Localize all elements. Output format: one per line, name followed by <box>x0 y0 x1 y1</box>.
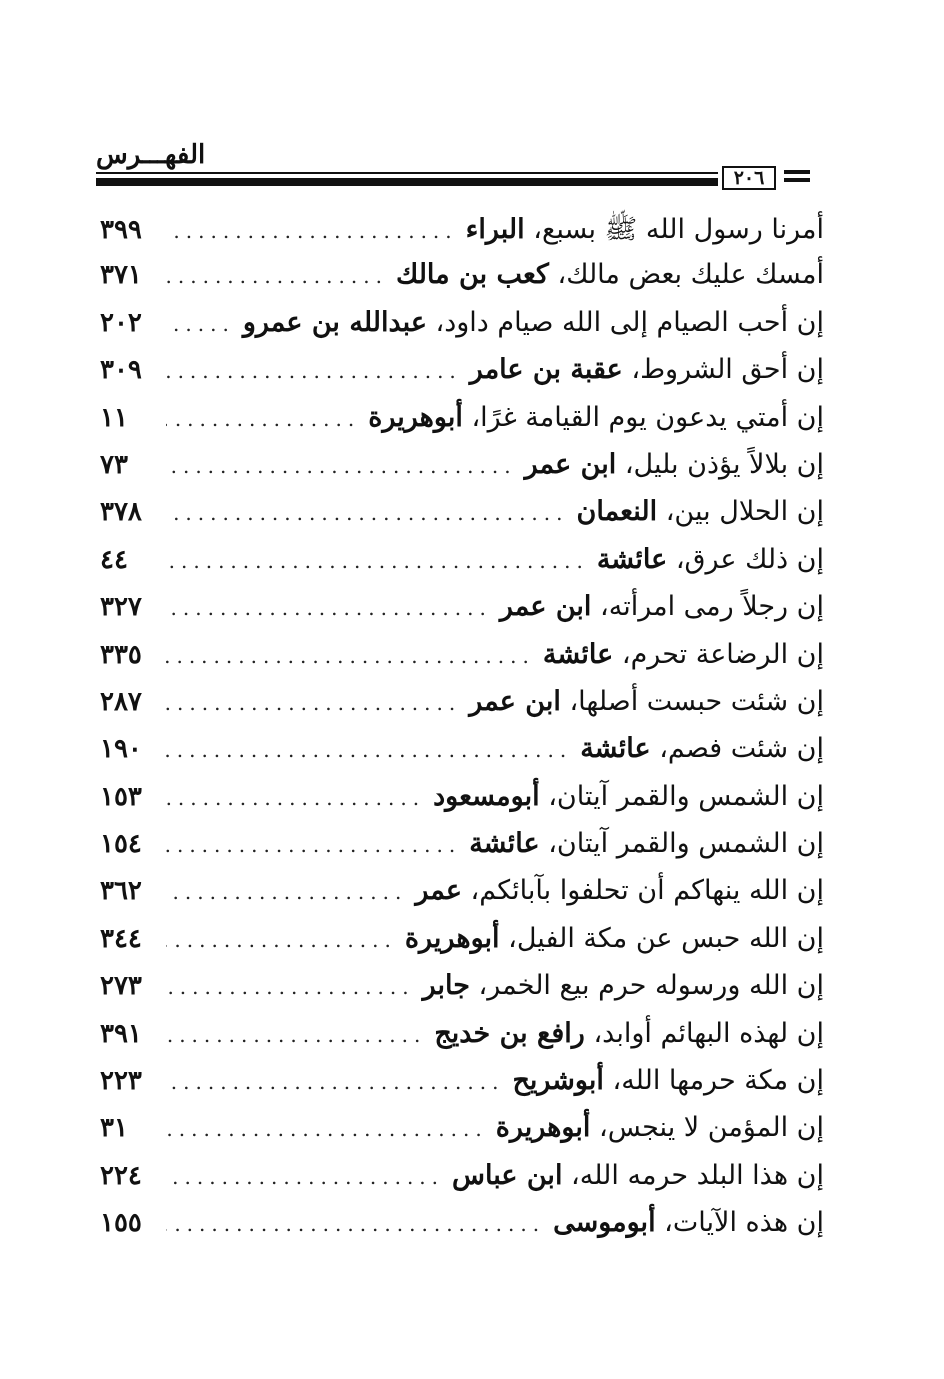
page-reference: ٢٧٣ <box>100 971 142 1002</box>
dot-leader <box>166 407 360 431</box>
hadith-text <box>466 212 824 252</box>
index-entry <box>100 259 824 306</box>
hadith-opening: إن الشمس والقمر آيتان، <box>548 828 824 860</box>
index-entry <box>100 212 824 259</box>
narrator-name: أبومسعود <box>433 780 540 812</box>
page-reference: ٧٣ <box>100 449 128 480</box>
dot-leader <box>166 312 235 336</box>
hadith-text <box>470 354 824 385</box>
page-reference: ٣١ <box>100 1113 128 1144</box>
narrator-name: أبوهريرة <box>368 401 463 433</box>
hadith-opening: إن لهذه البهائم أوابد، <box>593 1017 824 1049</box>
hadith-text <box>543 639 824 670</box>
page-reference: ١٥٤ <box>100 829 142 860</box>
dot-leader <box>166 928 397 952</box>
dot-leader <box>166 833 461 857</box>
running-header <box>96 140 812 192</box>
narrator-name: ابن عباس <box>452 1159 563 1191</box>
narrator-name: أبوهريرة <box>404 922 500 954</box>
hadith-opening: إن شئت فصم، <box>659 733 824 765</box>
dot-leader <box>166 359 462 383</box>
hadith-text <box>469 686 824 717</box>
narrator-name: ابن عمر <box>524 448 617 480</box>
hadith-text <box>415 875 824 906</box>
index-entry <box>100 496 824 543</box>
page-reference: ٢٠٢ <box>100 307 142 338</box>
index-entry <box>100 686 824 733</box>
narrator-name: أبوموسى <box>553 1207 656 1239</box>
hadith-text <box>512 1065 824 1096</box>
narrator-name: كعب بن مالك <box>395 259 549 291</box>
hadith-opening: إن هذه الآيات، <box>664 1207 824 1239</box>
index-entry <box>100 307 824 354</box>
dot-leader <box>166 786 425 810</box>
narrator-name: أبوشريح <box>512 1065 604 1097</box>
hadith-text <box>577 496 824 527</box>
page-reference: ٣٤٤ <box>100 923 142 954</box>
dot-leader <box>166 1165 444 1189</box>
dot-leader <box>166 644 535 668</box>
hadith-text <box>405 923 824 954</box>
dot-leader <box>166 1212 545 1236</box>
dot-leader <box>166 1023 426 1047</box>
index-entry <box>100 402 824 449</box>
hadith-text <box>496 1112 824 1143</box>
narrator-name: عائشة <box>469 828 540 860</box>
index-entry <box>100 1065 824 1112</box>
dot-leader <box>166 549 589 573</box>
page-reference: ٣٦٢ <box>100 876 142 907</box>
page-reference: ١١ <box>100 402 128 433</box>
index-entry <box>100 449 824 496</box>
index-entry <box>100 923 824 970</box>
page-reference: ١٥٥ <box>100 1208 142 1239</box>
header-rule-thin <box>96 172 718 174</box>
hadith-text <box>580 733 824 764</box>
index-entry <box>100 354 824 401</box>
hadith-opening: إن الحلال بين، <box>665 496 824 528</box>
narrator-name: عقبة بن عامر <box>469 354 623 386</box>
page-reference: ٣٢٧ <box>100 592 142 623</box>
narrator-name: عائشة <box>580 733 651 765</box>
hadith-text <box>433 781 824 812</box>
index-entry <box>100 591 824 638</box>
hadith-text <box>597 544 824 575</box>
dot-leader <box>166 1070 504 1094</box>
index-entry <box>100 544 824 591</box>
hadith-text <box>434 1018 824 1049</box>
dot-leader <box>166 454 517 478</box>
hadith-opening: إن ذلك عرق، <box>675 543 824 575</box>
hadith-opening: إن المؤمن لا ينجس، <box>598 1112 824 1144</box>
narrator-name: رافع بن خديج <box>434 1017 585 1049</box>
hadith-opening: إن هذا البلد حرمه الله، <box>571 1159 824 1191</box>
hadith-text <box>368 402 824 433</box>
page-reference: ٣٠٩ <box>100 355 142 386</box>
hadith-opening: أمرنا رسول الله ﷺ بسبع، <box>533 214 824 245</box>
narrator-name: عمر <box>415 875 462 907</box>
hadith-text <box>553 1207 824 1238</box>
hadith-opening: إن أحق الشروط، <box>631 354 824 386</box>
dot-leader <box>166 738 572 762</box>
dot-leader <box>166 219 458 243</box>
index-entry <box>100 1160 824 1207</box>
narrator-name: عائشة <box>596 543 668 575</box>
page-number: ٢٠٦ <box>722 166 776 190</box>
dot-leader <box>166 501 569 525</box>
page-reference: ٢٢٣ <box>100 1066 142 1097</box>
page-reference: ٢٨٧ <box>100 686 142 717</box>
hadith-text <box>396 259 824 290</box>
index-entry <box>100 970 824 1017</box>
hadith-opening: إن الله حبس عن مكة الفيل، <box>508 922 824 954</box>
page-reference: ٤٤ <box>100 544 128 575</box>
index-entry <box>100 781 824 828</box>
page-reference: ٣٧٨ <box>100 497 142 528</box>
hadith-opening: إن الله ورسوله حرم بيع الخمر، <box>478 970 824 1002</box>
hadith-opening: إن رجلاً رمى امرأته، <box>600 591 824 623</box>
index-entry <box>100 1112 824 1159</box>
hadith-text <box>452 1160 824 1191</box>
page-reference: ٢٢٤ <box>100 1160 142 1191</box>
dot-leader <box>166 264 388 288</box>
page-reference: ٣٧١ <box>100 260 142 291</box>
hadith-opening: أمسك عليك بعض مالك، <box>557 259 824 291</box>
narrator-name: ابن عمر <box>469 685 561 717</box>
dot-leader <box>166 596 492 620</box>
index-entry <box>100 828 824 875</box>
hadith-opening: إن بلالاً يؤذن بليل، <box>624 448 824 480</box>
dot-leader <box>166 975 415 999</box>
hadith-text <box>469 828 824 859</box>
header-ornament <box>784 170 810 186</box>
index-entry <box>100 639 824 686</box>
page-reference: ٣٣٥ <box>100 639 142 670</box>
hadith-text <box>243 307 824 338</box>
page-reference: ١٩٠ <box>100 734 142 765</box>
dot-leader <box>166 880 407 904</box>
hadith-text <box>423 970 824 1001</box>
hadith-opening: إن الرضاعة تحرم، <box>621 638 824 670</box>
narrator-name: عبدالله بن عمرو <box>242 306 427 338</box>
dot-leader <box>166 1117 488 1141</box>
hadith-text <box>500 591 824 622</box>
dot-leader <box>166 691 461 715</box>
index-entry <box>100 1207 824 1254</box>
narrator-name: النعمان <box>576 496 658 528</box>
hadith-opening: إن أمتي يدعون يوم القيامة غرًا، <box>471 401 824 433</box>
header-title: الفهـــرس <box>96 140 206 170</box>
narrator-name: ابن عمر <box>499 591 592 623</box>
index-entry <box>100 733 824 780</box>
index-entry <box>100 875 824 922</box>
hadith-opening: إن أحب الصيام إلى الله صيام داود، <box>435 306 824 338</box>
hadith-opening: إن شئت حبست أصلها، <box>569 685 824 717</box>
narrator-name: أبوهريرة <box>495 1112 591 1144</box>
narrator-name: البراء <box>465 214 525 245</box>
narrator-name: عائشة <box>542 638 614 670</box>
hadith-text <box>525 449 824 480</box>
hadith-opening: إن الشمس والقمر آيتان، <box>548 780 824 812</box>
page-reference: ١٥٣ <box>100 781 142 812</box>
page-reference: ٣٩٩ <box>100 215 142 245</box>
hadith-opening: إن الله ينهاكم أن تحلفوا بآبائكم، <box>470 875 824 907</box>
index-entry <box>100 1018 824 1065</box>
hadith-index-list <box>100 212 824 1255</box>
page-reference: ٣٩١ <box>100 1018 142 1049</box>
header-rule-thick <box>96 178 718 186</box>
narrator-name: جابر <box>422 970 470 1002</box>
hadith-opening: إن مكة حرمها الله، <box>612 1065 824 1097</box>
